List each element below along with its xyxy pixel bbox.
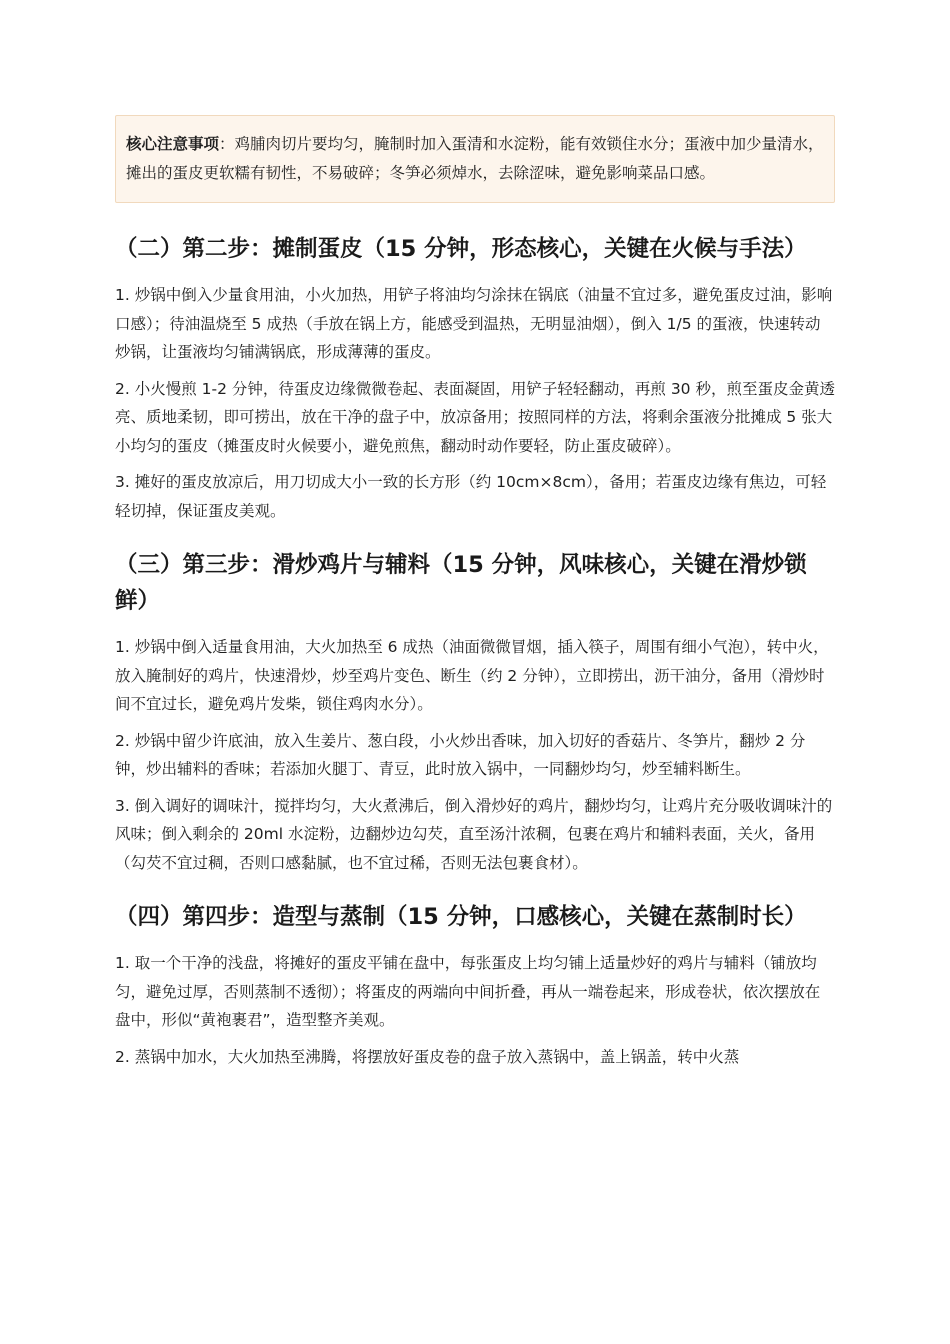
step-paragraph: 3. 倒入调好的调味汁，搅拌均匀，大火煮沸后，倒入滑炒好的鸡片，翻炒均匀，让鸡片充分吸收调味汁的风味；倒入剩余的 20ml 水淀粉，边翻炒边勾芡，直至汤汁浓稠，包裹在鸡片和辅料表面，关火，备用（勾芡不宜过稠，否则口感黏腻，也不宜过稀，否则无法包裹食材）。 (115, 796, 833, 872)
step-paragraph: 2. 炒锅中留少许底油，放入生姜片、葱白段，小火炒出香味，加入切好的香菇片、冬笋片，翻炒 2 分钟，炒出辅料的香味；若添加火腿丁、青豆，此时放入锅中，一同翻炒均匀，炒至辅料断生。 (115, 731, 806, 778)
section-step-four (115, 899, 835, 1071)
section-step-three (115, 547, 835, 877)
key-notes-box (115, 115, 835, 203)
section-heading: （四）第四步：造型与蒸制（15 分钟，口感核心，关键在蒸制时长） (115, 904, 807, 930)
step-paragraph: 2. 小火慢煎 1-2 分钟，待蛋皮边缘微微卷起、表面凝固，用铲子轻轻翻动，再煎 30 秒，煎至蛋皮金黄透亮、质地柔韧，即可捞出，放在干净的盘子中，放凉备用；按照同样的方法，将剩余蛋液分批摊成 5 张大小均匀的蛋皮（摊蛋皮时火候要小，避免煎焦，翻动时动作要轻，防止蛋皮破碎）。 (115, 379, 835, 455)
document-page (115, 115, 835, 1093)
key-notes-label: 核心注意事项 (126, 135, 220, 153)
step-paragraph: 2. 蒸锅中加水，大火加热至沸腾，将摆放好蛋皮卷的盘子放入蒸锅中，盖上锅盖，转中火蒸 (115, 1047, 740, 1066)
key-notes-text: ：鸡脯肉切片要均匀，腌制时加入蛋清和水淀粉，能有效锁住水分；蛋液中加少量清水，摊出的蛋皮更软糯有韧性，不易破碎；冬笋必须焯水，去除涩味，避免影响菜品口感。 (126, 135, 824, 182)
section-step-two (115, 231, 835, 525)
section-heading: （三）第三步：滑炒鸡片与辅料（15 分钟，风味核心，关键在滑炒锁鲜） (115, 552, 807, 614)
step-paragraph: 3. 摊好的蛋皮放凉后，用刀切成大小一致的长方形（约 10cm×8cm），备用；若蛋皮边缘有焦边，可轻轻切掉，保证蛋皮美观。 (115, 473, 827, 520)
step-paragraph: 1. 炒锅中倒入适量食用油，大火加热至 6 成热（油面微微冒烟，插入筷子，周围有细小气泡），转中火，放入腌制好的鸡片，快速滑炒，炒至鸡片变色、断生（约 2 分钟），立即捞出，沥干油分，备用（滑炒时间不宜过长，避免鸡片发柴，锁住鸡肉水分）。 (115, 638, 829, 713)
step-paragraph: 1. 炒锅中倒入少量食用油，小火加热，用铲子将油均匀涂抹在锅底（油量不宜过多，避免蛋皮过油，影响口感）；待油温烧至 5 成热（手放在锅上方，能感受到温热，无明显油烟），倒入 1/5 的蛋液，快速转动炒锅，让蛋液均匀铺满锅底，形成薄薄的蛋皮。 (115, 286, 833, 361)
step-paragraph: 1. 取一个干净的浅盘，将摊好的蛋皮平铺在盘中，每张蛋皮上均匀铺上适量炒好的鸡片与辅料（铺放均匀，避免过厚，否则蒸制不透彻）；将蛋皮的两端向中间折叠，再从一端卷起来，形成卷状，依次摆放在盘中，形似“黄袍裹君”，造型整齐美观。 (115, 954, 821, 1029)
section-heading: （二）第二步：摊制蛋皮（15 分钟，形态核心，关键在火候与手法） (115, 236, 807, 262)
